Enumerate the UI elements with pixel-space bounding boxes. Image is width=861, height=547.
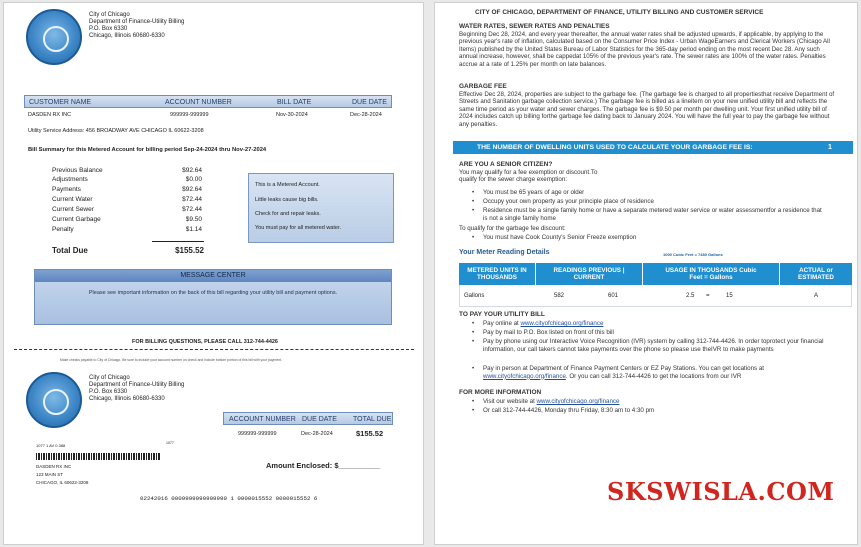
city-seal-logo-stub [26, 372, 82, 428]
finance-link[interactable]: www.cityofchicago.org/finance [483, 372, 566, 380]
sender-address-stub: City of Chicago Department of Finance-Utility Billing P.O. Box 6330 Chicago, Illinois 60680-6330 [89, 375, 185, 402]
scan-line: 02242016 0009999990999990 1 0000015552 0000015552 6 [140, 495, 318, 502]
senior-line: qualify for the sewer charge exemption: [459, 176, 567, 184]
meter-cubic-feet: 2.5 [686, 293, 695, 299]
finance-link[interactable]: www.cityofchicago.org/finance [520, 320, 604, 327]
charge-value: $9.50 [185, 216, 202, 223]
dwelling-units-bar [453, 141, 853, 154]
finance-link[interactable]: www.cityofchicago.org/finance [536, 398, 620, 405]
postal-barcode [36, 453, 161, 460]
charge-label: Previous Balance [52, 167, 103, 174]
meter-conversion-note: 1000 Cubic Feet = 7480 Gallons [663, 252, 723, 257]
mailing-address: DASDEN RX INC 123 MAIN ST CHICAGO, IL 60622-3208 [36, 464, 89, 485]
billing-questions-line: FOR BILLING QUESTIONS, PLEASE CALL 312-744-4426 [132, 339, 278, 345]
bill-front-page [3, 2, 424, 545]
tear-line [14, 349, 414, 350]
meter-previous: 582 [554, 293, 565, 299]
service-address: Utility Service Address: 456 BROADWAY AVE CHICAGO IL 60622-3208 [28, 128, 204, 134]
meter-col-actual: ACTUAL or ESTIMATED [780, 263, 852, 285]
senior-line: You may qualify for a fee exemption or discount.To [459, 168, 598, 176]
charge-label: Current Sewer [52, 206, 94, 213]
back-page-title: CITY OF CHICAGO, DEPARTMENT OF FINANCE, UTILITY BILLING AND CUSTOMER SERVICE [475, 9, 764, 16]
col-due-date: DUE DATE [352, 99, 387, 106]
stub-col-due: DUE DATE [302, 416, 337, 423]
meter-gallons: 15 [726, 293, 733, 299]
dwelling-units-value: 1 [828, 144, 832, 151]
water-rates-section [459, 23, 835, 69]
senior-bullet: • You must be 65 years of age or older [483, 189, 823, 197]
sender-address: City of Chicago Department of Finance-Utility Billing P.O. Box 6330 Chicago, Illinois 60680-6330 [89, 12, 185, 39]
customer-name: DASDEN RX INC [28, 112, 72, 118]
stub-col-total: TOTAL DUE [353, 416, 392, 423]
charge-label: Current Water [52, 196, 93, 203]
mail-id: 1077 1 AV 0.388 [36, 443, 66, 448]
col-customer-name: CUSTOMER NAME [29, 99, 92, 106]
meter-equals: = [706, 293, 710, 299]
dwelling-units-label: THE NUMBER OF DWELLING UNITS USED TO CALCULATE YOUR GARBAGE FEE IS: [477, 144, 753, 151]
mail-id-2: 1077 [166, 441, 174, 445]
bill-summary-title: Bill Summary for this Metered Account for billing period Sep-24-2024 thru Nov-27-2024 [28, 147, 267, 153]
message-center [34, 269, 392, 325]
watermark: SKSWISLA.COM [607, 477, 835, 506]
meter-current: 601 [608, 293, 619, 299]
note-line: Little leaks cause big bills. [255, 197, 319, 203]
city-seal-logo [26, 9, 82, 65]
meter-col-readings: READINGS PREVIOUS | CURRENT [536, 263, 642, 285]
charge-value: $72.44 [182, 206, 202, 213]
message-center-text: Please see important information on the back of this bill regarding your utility bill and payment options. [88, 290, 338, 296]
meter-col-usage: USAGE IN THOUSANDS Cubic Feet = Gallons [643, 263, 779, 285]
pay-bullet: • Pay by mail to P.O. Box listed on front of this bill [483, 329, 614, 337]
info-bullet: • Visit our website at www.cityofchicago.org/finance [483, 398, 619, 406]
charge-label: Payments [52, 186, 81, 193]
senior-bullet: • Residence must be a single family home or have a separate metered water service or water assessmentfor a residence that is not a single family home [483, 207, 823, 222]
section-text: Effective Dec 28, 2024, properties are subject to the garbage fee. (The garbage fee is charged to all propertiesthat receive Department of Streets and Sanitation garbage collection service.) The garbage fee is billed as a lineitem on your new unified utility bill and reflects the same time period as your water and sewer charges. The garbage fee is $9.50 per month per dwelling unit. Your first unified utility bill of 2024 includes catch up billing forthe garbage fee dating back to January 2024. You will have the full year to pay the garbage fee without any penalties. [459, 90, 835, 128]
meter-col-units: METERED UNITS IN THOUSANDS [459, 263, 535, 285]
pay-heading: TO PAY YOUR UTILITY BILL [459, 311, 545, 318]
charge-value: $92.64 [182, 186, 202, 193]
charge-label: Penalty [52, 226, 74, 233]
senior-citizen-section [459, 161, 835, 184]
pay-bullet: • Pay in person at Department of Finance Payment Centers or EZ Pay Stations. You can get locations at www.cityofchicago.org/finance. Or you can call 312-744-4426 to get the locations from our IVR [483, 365, 833, 380]
section-text: Beginning Dec 28, 2024, and every year thereafter, the annual water rates shall be adjusted upwards, if applicable, by applying to the previous year's rate of inflation, calculated based on the Consumer Price Index - Urban WageEarners and Clerical Workers (Chicago All Items) published by the United States Bureau of Labor Statistics for the 365-day period ending on the most recent Dec 28. Any such annual increase, however, shall be cappedat 105% of the previous year's rate. The sewer rates are 100% of the water rates. Penalties accrue at a rate of 1.25% per month on late balances. [459, 30, 830, 68]
note-line: Check for and repair leaks. [255, 211, 321, 217]
stub-due-date: Dec-28-2024 [301, 431, 333, 437]
payable-note: Make checks payable to City of Chicago. Be sure to include your account number on check and include bottom portion of this bill with your payment. [60, 358, 283, 362]
total-due-label: Total Due [52, 246, 88, 255]
pay-bullet: • Pay online at www.cityofchicago.org/finance [483, 320, 603, 328]
due-date: Dec-28-2024 [350, 112, 382, 118]
note-line: This is a Metered Account. [255, 182, 320, 188]
metered-notes-box [248, 173, 394, 243]
info-heading: FOR MORE INFORMATION [459, 389, 542, 396]
charge-value: $0.00 [185, 176, 202, 183]
charge-label: Current Garbage [52, 216, 101, 223]
charge-value: $1.14 [185, 226, 202, 233]
note-line: You must pay for all metered water. [255, 225, 342, 231]
bill-back-page [434, 2, 858, 545]
account-number: 999999-999999 [170, 112, 209, 118]
section-heading: ARE YOU A SENIOR CITIZEN? [459, 161, 553, 168]
info-bullet: • Or call 312-744-4426, Monday thru Friday, 8:30 am to 4:30 pm [483, 407, 654, 415]
account-table-header [24, 95, 392, 108]
total-divider [152, 241, 204, 242]
col-account-number: ACCOUNT NUMBER [165, 99, 232, 106]
pay-bullet: • Pay by phone using our Interactive Voice Recognition (IVR) system by calling 312-744-4426. In order toprotect your financial information, our call takers cannot take payments over the phone so please use theIVR to make payments [483, 338, 833, 353]
discount-bullet: • You must have Cook County's Senior Freeze exemption [483, 234, 636, 242]
col-bill-date: BILL DATE [277, 99, 312, 106]
meter-units: Gallons [464, 293, 485, 299]
stub-header [223, 412, 393, 425]
discount-line: To qualify for the garbage fee discount: [459, 225, 566, 232]
section-heading: GARBAGE FEE [459, 83, 507, 90]
total-due-value: $155.52 [175, 246, 204, 255]
stub-total-due: $155.52 [356, 429, 384, 438]
charge-value: $92.64 [182, 167, 202, 174]
amount-enclosed[interactable]: Amount Enclosed: $__________ [266, 461, 381, 470]
senior-bullet: • Occupy your own property as your principle place of residence [483, 198, 823, 206]
garbage-fee-section [459, 83, 835, 129]
section-heading: WATER RATES, SEWER RATES AND PENALTIES [459, 23, 610, 30]
charge-value: $72.44 [182, 196, 202, 203]
meter-row [459, 285, 852, 307]
meter-heading: Your Meter Reading Details [459, 249, 550, 256]
message-center-title: MESSAGE CENTER [180, 272, 246, 279]
meter-actual-estimated: A [814, 293, 819, 299]
stub-col-account: ACCOUNT NUMBER [229, 416, 296, 423]
charge-label: Adjustments [52, 176, 88, 183]
bill-date: Nov-30-2024 [276, 112, 308, 118]
stub-account-number: 999999-999999 [238, 431, 277, 437]
